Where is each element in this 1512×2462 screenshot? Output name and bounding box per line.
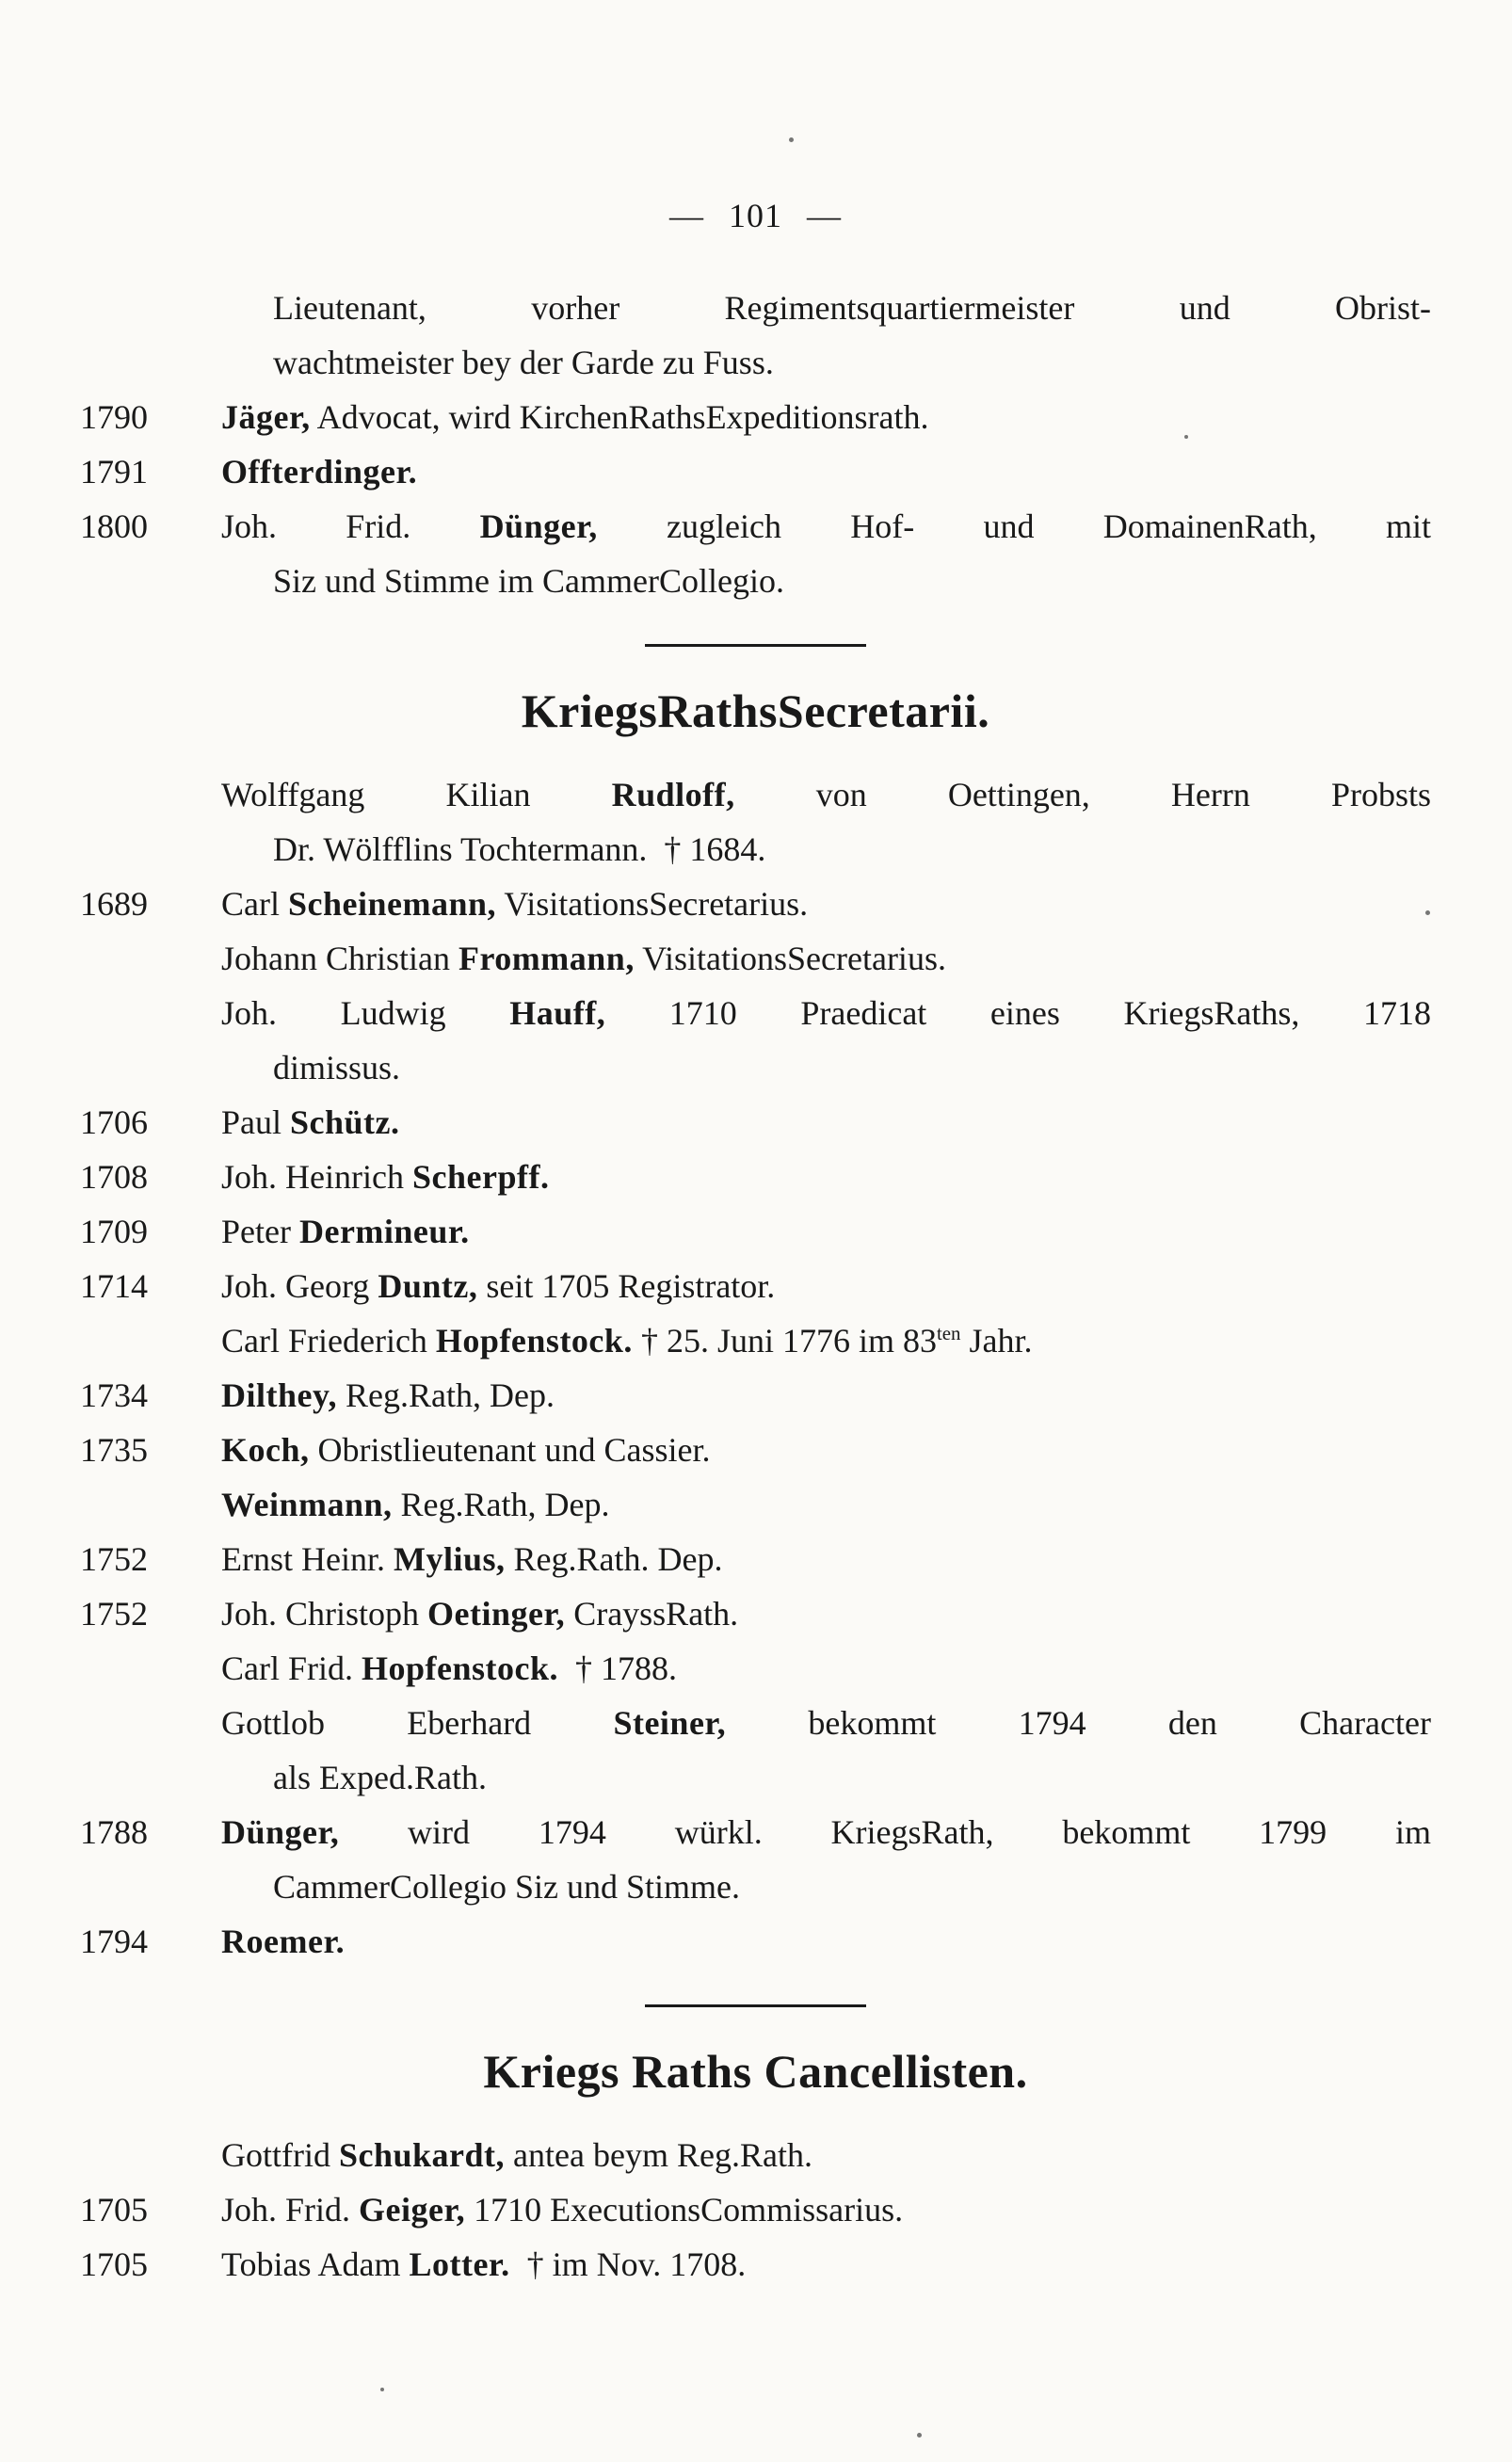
entry-text: [221, 335, 1431, 390]
text-segment: Joh. Georg: [221, 1267, 378, 1305]
text-segment: Tobias Adam: [221, 2245, 410, 2283]
entry-line: [80, 1805, 1431, 1859]
text-segment: Peter: [221, 1213, 299, 1250]
text-segment: Oetinger,: [427, 1595, 566, 1633]
text-segment: Schütz.: [290, 1103, 400, 1141]
divider-rule: [645, 644, 866, 647]
text-segment: Duntz,: [378, 1267, 478, 1305]
entry-line: [80, 499, 1431, 554]
text-segment: antea beym Reg.Rath.: [505, 2136, 812, 2174]
entry-year: 1791: [80, 453, 148, 491]
entry-text: [221, 554, 1431, 608]
entry-text: [221, 1423, 1431, 1477]
entry-year: [80, 281, 221, 335]
entry-line: [80, 1641, 1431, 1696]
entry-text: [221, 2237, 1431, 2292]
entry-line: [80, 822, 1431, 877]
text-segment: Hauff,: [509, 994, 606, 1032]
scan-speck: [1184, 435, 1188, 439]
entry-line: [80, 1313, 1431, 1368]
entry-year: 1735: [80, 1431, 148, 1469]
entry-line: [80, 1150, 1431, 1204]
text-segment: Reg.Rath, Dep.: [337, 1376, 555, 1414]
entry-year: 1752: [80, 1595, 148, 1633]
scan-speck: [1425, 910, 1430, 915]
entry-text: [221, 1914, 1431, 1969]
entry-text: [221, 767, 1431, 822]
entry-year: [80, 335, 221, 390]
text-segment: CrayssRath.: [565, 1595, 739, 1633]
entry-year: [80, 822, 221, 877]
entry-line: [80, 767, 1431, 822]
text-segment: Schukardt,: [338, 2136, 506, 2174]
entry-year: 1706: [80, 1103, 148, 1141]
entry-text: [221, 1150, 1431, 1204]
text-segment: CammerCollegio Siz und Stimme.: [273, 1868, 740, 1906]
entry-year: [80, 1040, 221, 1095]
text-segment: Gottfrid: [221, 2136, 339, 2174]
text-segment: Joh. Frid.: [221, 507, 480, 545]
entry-text: [221, 1313, 1431, 1368]
entry-line: [80, 1914, 1431, 1969]
text-segment: Dr. Wölfflins Tochtermann. † 1684.: [273, 830, 766, 868]
entry-year: [80, 554, 221, 608]
entry-text: [221, 1859, 1431, 1914]
entry-text: [221, 1805, 1431, 1859]
entry-text: [221, 1696, 1431, 1750]
entry-text: [221, 1586, 1431, 1641]
entry-line: [80, 281, 1431, 335]
entry-year: [80, 1477, 221, 1532]
page-number: — 101 —: [669, 197, 842, 234]
text-segment: Carl Friederich: [221, 1322, 436, 1360]
text-segment: seit 1705 Registrator.: [477, 1267, 776, 1305]
entry-line: [80, 2128, 1431, 2182]
entry-year: [80, 1641, 221, 1696]
text-segment: Jäger,: [221, 398, 311, 436]
entry-text: [221, 1204, 1431, 1259]
section-divider: [80, 2004, 1431, 2007]
text-segment: Siz und Stimme im CammerCollegio.: [273, 562, 784, 600]
text-segment: Dünger,: [479, 507, 598, 545]
entry-group: [80, 767, 1431, 1969]
scan-speck: [380, 2388, 384, 2391]
entry-line: [80, 444, 1431, 499]
entry-year: 1790: [80, 398, 148, 436]
text-segment: Joh. Christoph: [221, 1595, 428, 1633]
entry-text: [221, 931, 1431, 986]
text-segment: zugleich Hof- und DomainenRath, mit: [597, 507, 1431, 545]
entry-text: [221, 2128, 1431, 2182]
text-segment: wird 1794 würkl. KriegsRath, bekommt 1799 im: [339, 1813, 1431, 1851]
entry-line: [80, 1368, 1431, 1423]
entry-text: [221, 1750, 1431, 1805]
entry-year: 1788: [80, 1813, 148, 1851]
text-segment: Frommann,: [458, 940, 635, 977]
text-segment: Reg.Rath, Dep.: [392, 1486, 610, 1523]
text-segment: Scherpff.: [411, 1158, 550, 1196]
entry-year: 1689: [80, 885, 148, 923]
text-segment: Roemer.: [221, 1923, 346, 1960]
entry-year: [80, 1313, 221, 1368]
entry-text: [221, 499, 1431, 554]
text-segment: Ernst Heinr.: [221, 1540, 394, 1578]
entry-text: [221, 822, 1431, 877]
entry-line: [80, 1696, 1431, 1750]
entry-year: 1705: [80, 2245, 148, 2283]
text-segment: † im Nov. 1708.: [509, 2245, 747, 2283]
text-segment: als Exped.Rath.: [273, 1759, 487, 1796]
text-segment: Geiger,: [359, 2191, 466, 2229]
text-segment: VisitationsSecretarius.: [496, 885, 809, 923]
text-segment: Wolffgang Kilian: [221, 776, 612, 813]
entry-text: [221, 1641, 1431, 1696]
text-segment: VisitationsSecretarius.: [634, 940, 946, 977]
entry-line: [80, 1859, 1431, 1914]
entry-text: [221, 1368, 1431, 1423]
text-segment: Reg.Rath. Dep.: [505, 1540, 723, 1578]
entry-group: [80, 2128, 1431, 2292]
text-segment: Mylius,: [393, 1540, 506, 1578]
entry-line: [80, 390, 1431, 444]
entry-text: [221, 1040, 1431, 1095]
entry-year: 1734: [80, 1376, 148, 1414]
text-segment: Johann Christian: [221, 940, 458, 977]
divider-rule: [645, 2004, 866, 2007]
text-segment: Offterdinger.: [221, 453, 418, 491]
entry-line: [80, 1259, 1431, 1313]
entry-year: 1752: [80, 1540, 148, 1578]
text-segment: Rudloff,: [611, 776, 735, 813]
entry-text: [221, 877, 1431, 931]
text-segment: Hopfenstock.: [362, 1649, 559, 1687]
entry-text: [221, 986, 1431, 1040]
text-segment: Weinmann,: [221, 1486, 393, 1523]
entry-line: [80, 335, 1431, 390]
text-segment: dimissus.: [273, 1049, 401, 1086]
entry-group: [80, 281, 1431, 608]
text-segment: Lieutenant, vorher Regimentsquartiermeister und Obrist-: [273, 289, 1431, 327]
section-heading: KriegsRathsSecretarii.: [521, 684, 990, 737]
entry-text: [221, 2182, 1431, 2237]
text-segment: Advocat, wird KirchenRathsExpeditionsrath.: [310, 398, 929, 436]
text-segment: Joh. Ludwig: [221, 994, 510, 1032]
entry-text: [221, 390, 1431, 444]
text-segment: Joh. Heinrich: [221, 1158, 412, 1196]
entry-line: [80, 1586, 1431, 1641]
entry-line: [80, 1204, 1431, 1259]
text-segment: Jahr.: [960, 1322, 1033, 1360]
entry-year: [80, 1696, 221, 1750]
text-segment: 1710 Praedicat eines KriegsRaths, 1718: [605, 994, 1431, 1032]
scan-speck: [917, 2433, 922, 2438]
entry-text: [221, 281, 1431, 335]
entry-year: [80, 1750, 221, 1805]
section-heading: Kriegs Raths Cancellisten.: [483, 2045, 1028, 2098]
entry-text: [221, 444, 1431, 499]
entry-line: [80, 554, 1431, 608]
text-segment: Lotter.: [409, 2245, 510, 2283]
entry-line: [80, 877, 1431, 931]
entry-year: [80, 931, 221, 986]
entry-text: [221, 1095, 1431, 1150]
text-segment: Obristlieutenant und Cassier.: [309, 1431, 711, 1469]
text-segment: 1710 ExecutionsCommissarius.: [465, 2191, 904, 2229]
entry-year: 1708: [80, 1158, 148, 1196]
entry-text: [221, 1532, 1431, 1586]
entry-year: 1714: [80, 1267, 148, 1305]
entry-text: [221, 1259, 1431, 1313]
entry-year: 1709: [80, 1213, 148, 1250]
text-segment: wachtmeister bey der Garde zu Fuss.: [273, 344, 774, 381]
text-segment: bekommt 1794 den Character: [726, 1704, 1431, 1742]
text-segment: Joh. Frid.: [221, 2191, 360, 2229]
entry-year: [80, 1859, 221, 1914]
entry-year: 1800: [80, 507, 148, 545]
text-segment: Paul: [221, 1103, 291, 1141]
text-segment: ten: [936, 1322, 961, 1344]
entry-text: [221, 1477, 1431, 1532]
text-segment: Dermineur.: [298, 1213, 470, 1250]
sections: [80, 281, 1431, 2292]
entry-year: [80, 767, 221, 822]
text-segment: † 1788.: [558, 1649, 678, 1687]
entry-line: [80, 1095, 1431, 1150]
text-segment: Carl Frid.: [221, 1649, 362, 1687]
text-segment: Carl: [221, 885, 288, 923]
entry-year: 1705: [80, 2191, 148, 2229]
text-segment: Gottlob Eberhard: [221, 1704, 614, 1742]
entry-line: [80, 931, 1431, 986]
entry-line: [80, 2182, 1431, 2237]
entry-line: [80, 1040, 1431, 1095]
entry-line: [80, 1477, 1431, 1532]
text-segment: Steiner,: [613, 1704, 727, 1742]
entry-line: [80, 2237, 1431, 2292]
text-segment: Hopfenstock.: [435, 1322, 633, 1360]
entry-year: [80, 986, 221, 1040]
text-segment: Scheinemann,: [287, 885, 497, 923]
entry-year: 1794: [80, 1923, 148, 1960]
entry-line: [80, 1750, 1431, 1805]
entry-year: [80, 2128, 221, 2182]
entry-line: [80, 986, 1431, 1040]
scan-speck: [789, 137, 794, 142]
text-segment: Dünger,: [221, 1813, 340, 1851]
section-divider: [80, 644, 1431, 647]
text-segment: Koch,: [221, 1431, 310, 1469]
text-segment: Dilthey,: [221, 1376, 338, 1414]
text-segment: von Oettingen, Herrn Probsts: [734, 776, 1431, 813]
entry-line: [80, 1423, 1431, 1477]
text-segment: † 25. Juni 1776 im 83: [632, 1322, 937, 1360]
entry-line: [80, 1532, 1431, 1586]
